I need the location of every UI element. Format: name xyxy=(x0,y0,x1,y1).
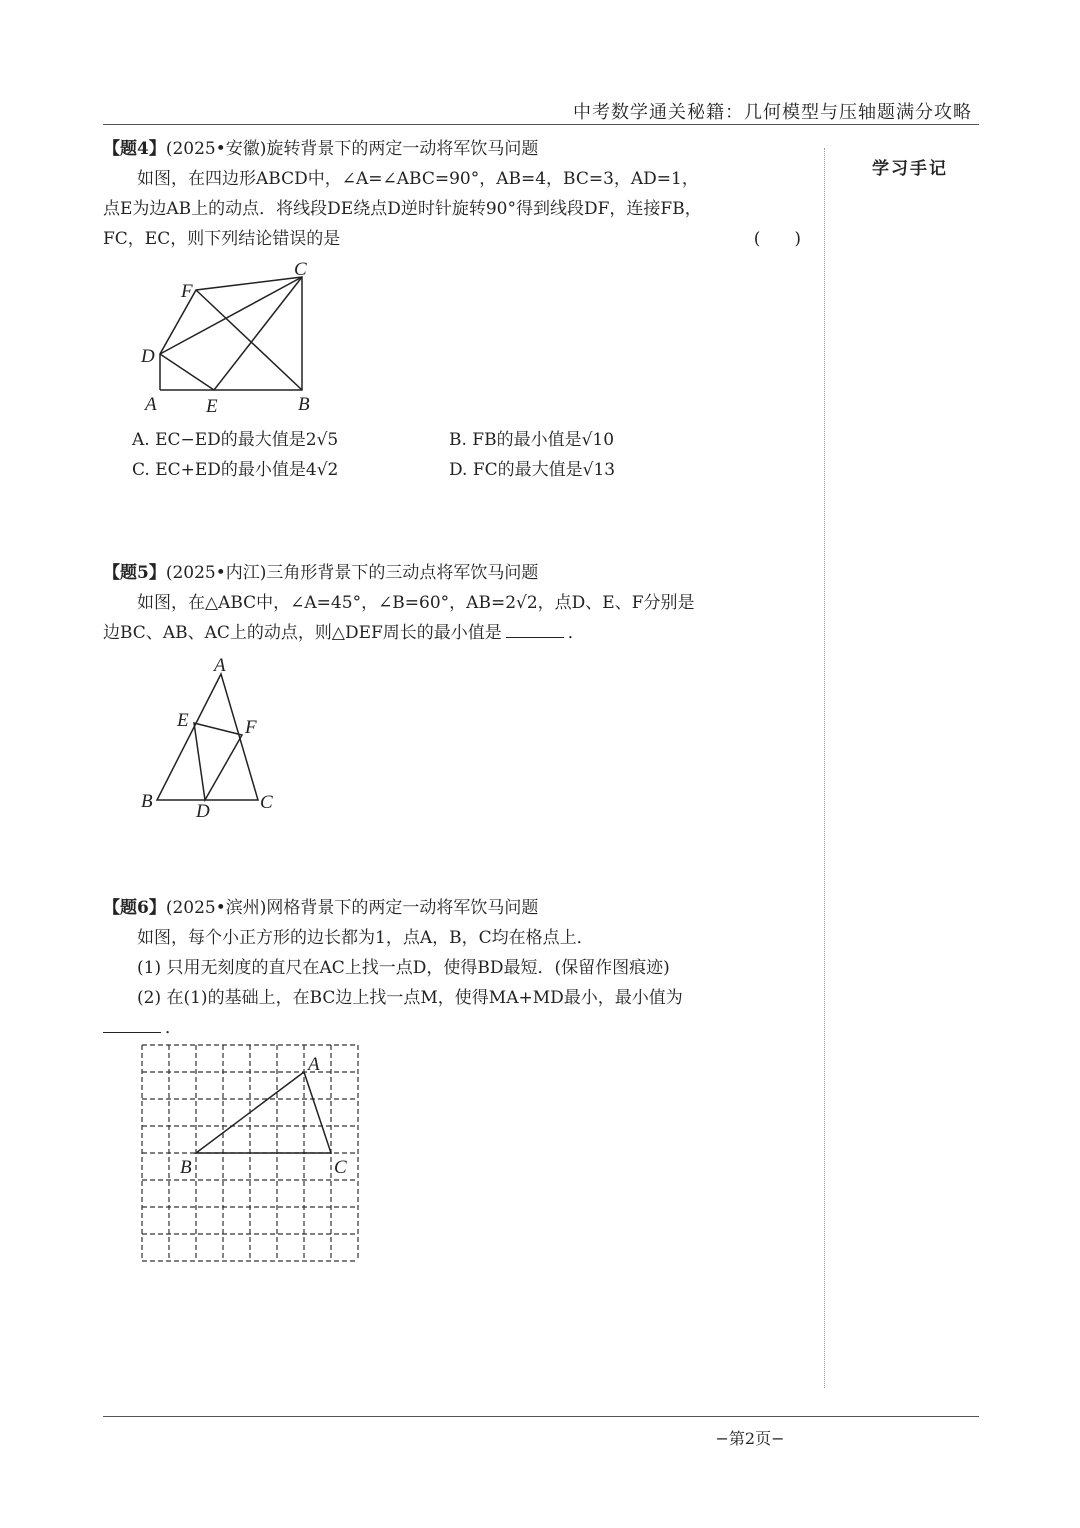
label-F: F xyxy=(245,717,257,738)
label-A: A xyxy=(308,1054,320,1075)
question-4-options xyxy=(132,425,732,485)
label-D: D xyxy=(196,801,210,822)
option-d[interactable]: D. FC的最大值是√13 xyxy=(449,460,616,480)
triangle-DEF xyxy=(194,723,242,800)
notes-label: 学习手记 xyxy=(872,159,948,179)
label-B: B xyxy=(180,1157,192,1178)
option-b[interactable]: B. FB的最小值是√10 xyxy=(449,430,615,450)
question-4-line2: 点E为边AB上的动点．将线段DE绕点D逆时针旋转90°得到线段DF，连接FB， xyxy=(103,199,702,219)
answer-paren: ( ) xyxy=(753,229,801,249)
answer-blank[interactable] xyxy=(103,1032,161,1033)
segment-EC xyxy=(214,277,302,390)
triangle-ABC xyxy=(157,674,258,800)
question-5-title: 【题5】(2025•内江)三角形背景下的三动点将军饮马问题 xyxy=(103,563,539,583)
segment-DE xyxy=(160,354,214,390)
question-4-title: 【题4】(2025•安徽)旋转背景下的两定一动将军饮马问题 xyxy=(103,139,539,159)
label-D: D xyxy=(141,346,155,367)
question-5-line2: 边BC、AB、AC上的动点，则△DEF周长的最小值是 ． xyxy=(103,623,585,643)
option-a[interactable]: A. EC−ED的最大值是2√5 xyxy=(132,430,339,450)
label-C: C xyxy=(294,259,307,280)
page-number: −第2页− xyxy=(715,1429,785,1448)
label-B: B xyxy=(298,394,310,415)
figure-q6-triangle xyxy=(196,1072,331,1153)
header-title: 中考数学通关秘籍：几何模型与压轴题满分攻略 xyxy=(573,102,972,123)
figure-q5 xyxy=(157,674,258,800)
label-A: A xyxy=(214,655,226,676)
answer-blank[interactable] xyxy=(506,637,564,638)
option-c[interactable]: C. EC+ED的最小值是4√2 xyxy=(132,460,339,480)
question-6-line2: (1) 只用无刻度的直尺在AC上找一点D，使得BD最短．(保留作图痕迹) xyxy=(137,958,670,978)
label-C: C xyxy=(334,1157,347,1178)
question-6 xyxy=(103,893,803,1043)
label-C: C xyxy=(260,792,273,813)
question-4-line1: 如图，在四边形ABCD中，∠A=∠ABC=90°，AB=4，BC=3，AD=1， xyxy=(137,169,699,189)
question-5 xyxy=(103,558,803,648)
question-6-title: 【题6】(2025•滨州)网格背景下的两定一动将军饮马问题 xyxy=(103,898,539,918)
question-6-line3: (2) 在(1)的基础上，在BC边上找一点M，使得MA+MD最小，最小值为 xyxy=(137,988,683,1008)
question-4-line3: FC，EC，则下列结论错误的是 ( ) xyxy=(103,224,803,254)
label-E: E xyxy=(206,396,218,417)
label-F: F xyxy=(181,281,193,302)
question-5-line1: 如图，在△ABC中，∠A=45°，∠B=60°，AB=2√2，点D、E、F分别是 xyxy=(137,593,695,613)
label-E: E xyxy=(177,710,189,731)
label-A: A xyxy=(145,394,157,415)
question-6-line4: ． xyxy=(103,1013,803,1043)
footer-divider xyxy=(103,1416,979,1417)
label-B: B xyxy=(141,791,153,812)
question-6-line1: 如图，每个小正方形的边长都为1，点A，B，C均在格点上． xyxy=(137,928,594,948)
